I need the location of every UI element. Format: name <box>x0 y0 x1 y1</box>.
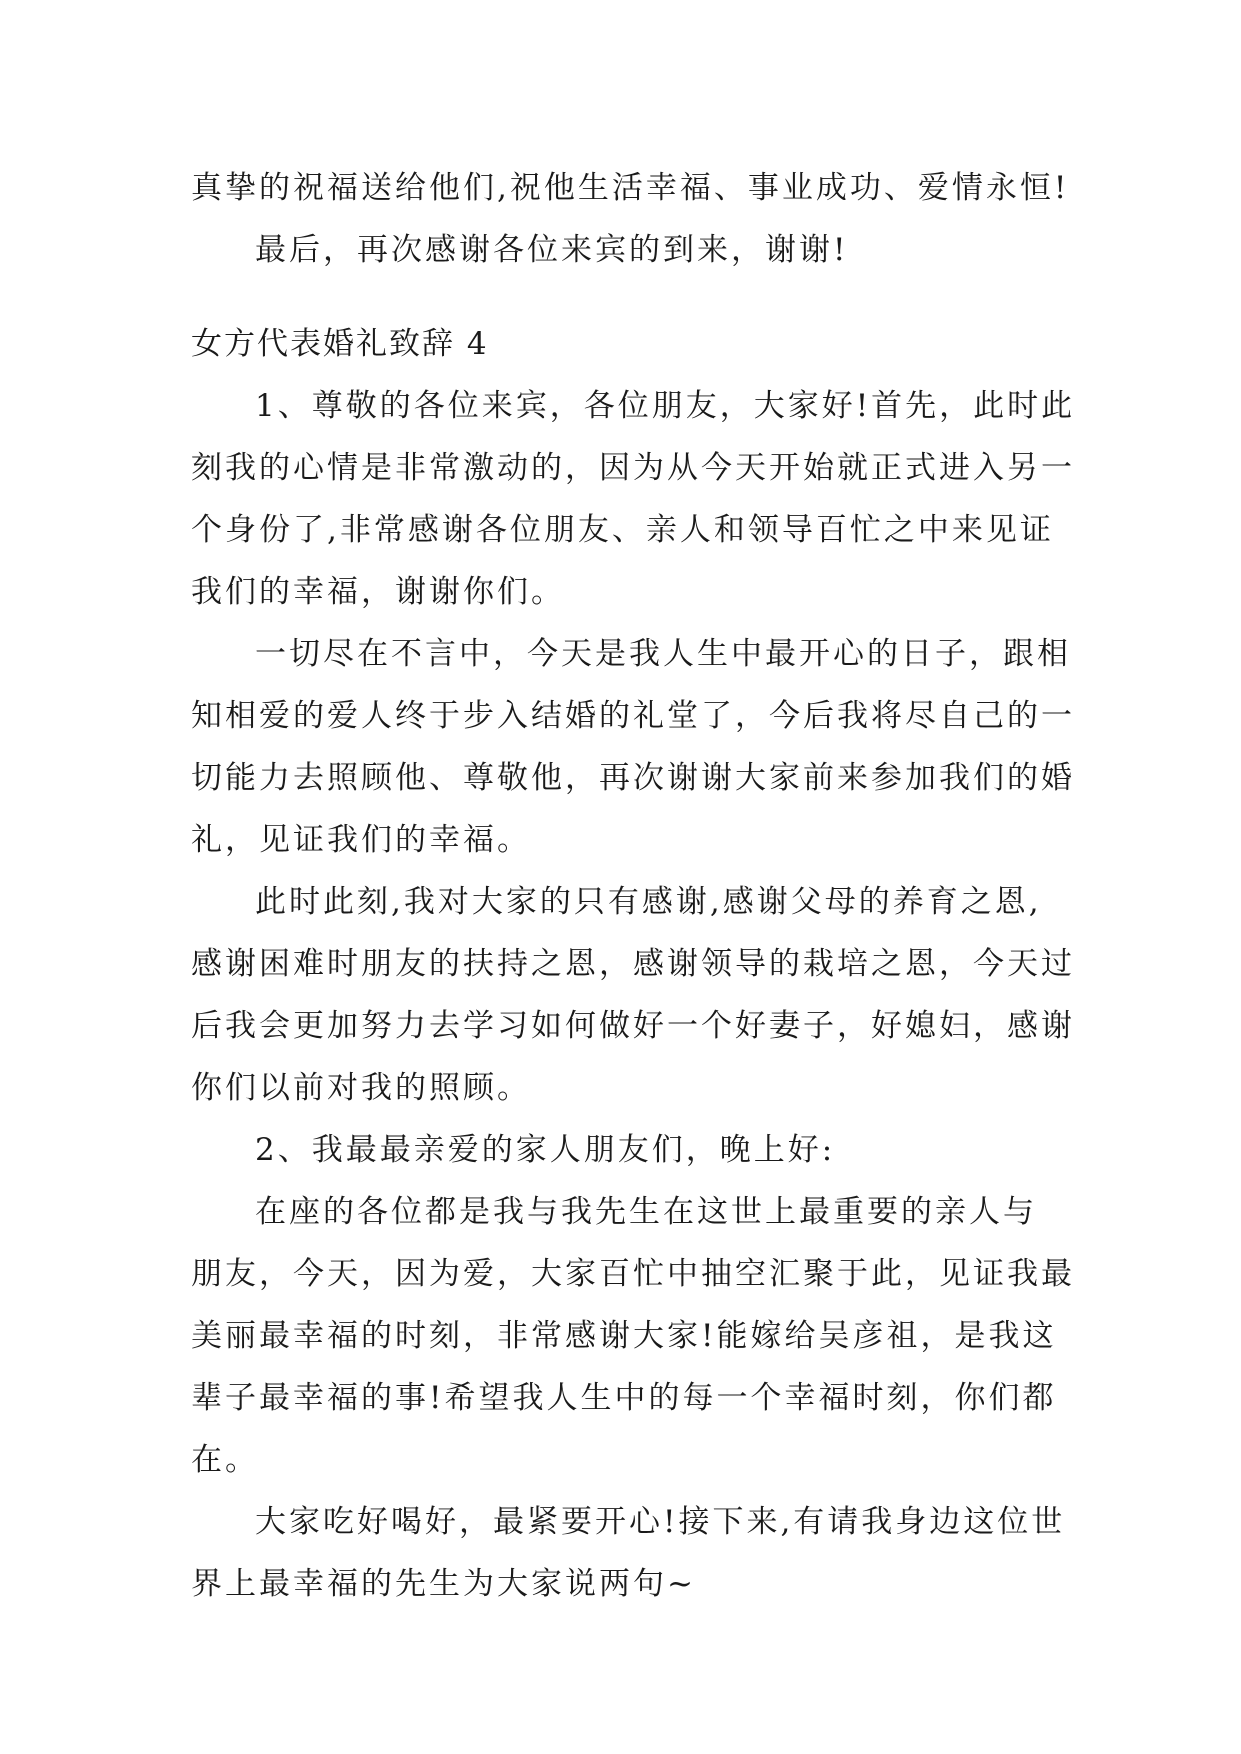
paragraph-line: 在座的各位都是我与我先生在这世上最重要的亲人与 <box>255 1194 1037 1230</box>
paragraph-line: 你们以前对我的照顾。 <box>191 1070 531 1106</box>
paragraph-line: 辈子最幸福的事!希望我人生中的每一个幸福时刻，你们都 <box>191 1380 1057 1416</box>
paragraph-line: 朋友，今天，因为爱，大家百忙中抽空汇聚于此，见证我最 <box>191 1256 1075 1292</box>
paragraph-line: 礼，见证我们的幸福。 <box>191 822 531 858</box>
paragraph-line: 个身份了,非常感谢各位朋友、亲人和领导百忙之中来见证 <box>191 512 1054 548</box>
paragraph-line: 我们的幸福，谢谢你们。 <box>191 574 565 610</box>
paragraph-line: 此时此刻,我对大家的只有感谢,感谢父母的养育之恩, <box>255 884 1042 920</box>
paragraph-line: 一切尽在不言中，今天是我人生中最开心的日子，跟相 <box>255 636 1071 672</box>
paragraph-line: 刻我的心情是非常激动的，因为从今天开始就正式进入另一 <box>191 450 1075 486</box>
paragraph-line: 感谢困难时朋友的扶持之恩，感谢领导的栽培之恩，今天过 <box>191 946 1075 982</box>
paragraph-line: 美丽最幸福的时刻，非常感谢大家!能嫁给吴彦祖，是我这 <box>191 1318 1057 1354</box>
paragraph-line: 大家吃好喝好，最紧要开心!接下来,有请我身边这位世 <box>255 1504 1066 1540</box>
paragraph-line: 在。 <box>191 1442 259 1478</box>
paragraph-line: 界上最幸福的先生为大家说两句~ <box>191 1566 696 1602</box>
paragraph-line: 2、我最最亲爱的家人朋友们，晚上好: <box>255 1132 836 1168</box>
text-line: 最后，再次感谢各位来宾的到来，谢谢! <box>255 232 849 268</box>
paragraph-line: 1、尊敬的各位来宾，各位朋友，大家好!首先，此时此 <box>255 388 1076 424</box>
paragraph-line: 切能力去照顾他、尊敬他，再次谢谢大家前来参加我们的婚 <box>191 760 1075 796</box>
paragraph-line: 知相爱的爱人终于步入结婚的礼堂了，今后我将尽自己的一 <box>191 698 1075 734</box>
paragraph-line: 后我会更加努力去学习如何做好一个好妻子，好媳妇，感谢 <box>191 1008 1075 1044</box>
text-line: 真挚的祝福送给他们,祝他生活幸福、事业成功、爱情永恒! <box>191 170 1070 206</box>
document-body <box>191 157 1076 1615</box>
section-heading: 女方代表婚礼致辞 4 <box>191 326 489 362</box>
